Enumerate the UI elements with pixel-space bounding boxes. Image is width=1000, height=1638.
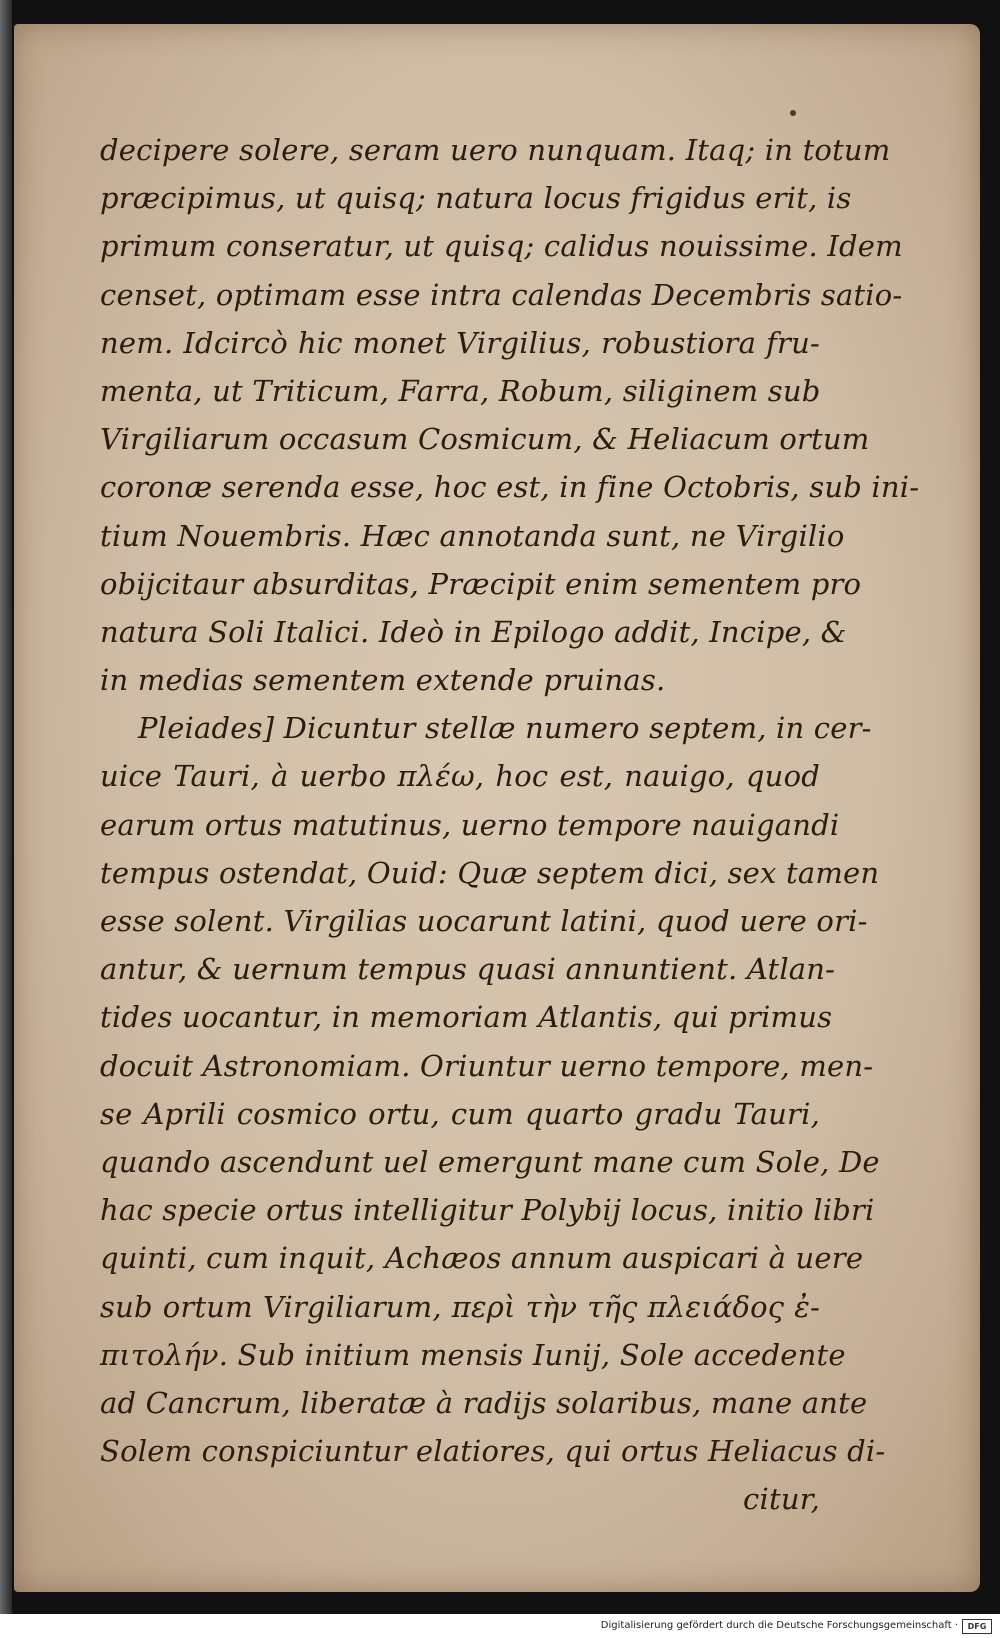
text-line: esse solent. Virgilias uocarunt latini, quod uere ori-: [100, 904, 868, 938]
book-spine-edge: [0, 0, 12, 1638]
text-line: præcipimus, ut quisq; natura locus frigidus erit, is: [100, 181, 852, 216]
text-line: antur, & uernum tempus quasi annuntient. Atlan-: [100, 952, 836, 987]
text-line: hac specie ortus intelligitur Polybij locus, initio libri: [100, 1193, 875, 1228]
text-line: tempus ostendat, Ouid: Quæ septem dici, sex tamen: [100, 855, 880, 890]
text-line: se Aprili cosmico ortu, cum quarto gradu Tauri,: [100, 1096, 820, 1131]
text-line: Virgiliarum occasum Cosmicum, & Heliacum ortum: [100, 422, 870, 457]
text-line: decipere solere, seram uero nunquam. Itaq; in totum: [100, 133, 891, 167]
text-line: censet, optimam esse intra calendas Decembris satio-: [100, 277, 903, 312]
text-line: tium Nouembris. Hæc annotanda sunt, ne Virgilio: [100, 518, 845, 553]
text-line: nem. Idcircò hic monet Virgilius, robustiora fru-: [100, 325, 820, 360]
text-line: in medias sementem extende pruinas.: [100, 663, 666, 698]
text-line: ad Cancrum, liberatæ à radijs solaribus, mane ante: [100, 1385, 868, 1420]
text-line: tides uocantur, in memoriam Atlantis, qui primus: [100, 1000, 833, 1035]
text-line: menta, ut Triticum, Farra, Robum, siliginem sub: [100, 373, 821, 408]
text-line: sub ortum Virgiliarum, περὶ τὴν τῆς πλειάδος ἐ-: [100, 1289, 820, 1324]
text-line: primum conseratur, ut quisq; calidus nouissime. Idem: [100, 229, 903, 264]
text-line: Pleiades] Dicuntur stellæ numero septem, in cer-: [138, 711, 872, 746]
dfg-logo-icon: DFG: [962, 1619, 992, 1634]
text-line: docuit Astronomiam. Oriuntur uerno tempore, men-: [100, 1048, 874, 1083]
text-line: Solem conspiciuntur elatiores, qui ortus Heliacus di-: [100, 1434, 886, 1469]
text-line: natura Soli Italici. Ideò in Epilogo addit, Incipe, &: [100, 614, 847, 649]
ink-speck: [790, 110, 796, 116]
text-line: uice Tauri, à uerbo πλέω, hoc est, nauigo, quod: [100, 759, 820, 794]
text-line: earum ortus matutinus, uerno tempore nauigandi: [100, 807, 840, 842]
catchword: citur,: [743, 1482, 820, 1517]
text-line: coronæ serenda esse, hoc est, in fine Octobris, sub ini-: [100, 470, 920, 505]
text-line: obijcitaur absurditas, Præcipit enim sementem pro: [100, 566, 862, 601]
footer-credit: Digitalisierung gefördert durch die Deutsche Forschungsgemeinschaft ·: [600, 1620, 958, 1631]
text-line: quando ascendunt uel emergunt mane cum Sole, De: [100, 1144, 880, 1179]
page-text: [100, 126, 920, 1523]
text-line: quinti, cum inquit, Achæos annum auspicari à uere: [100, 1241, 864, 1276]
text-line: πιτολήν. Sub initium mensis Iunij, Sole accedente: [100, 1337, 846, 1372]
